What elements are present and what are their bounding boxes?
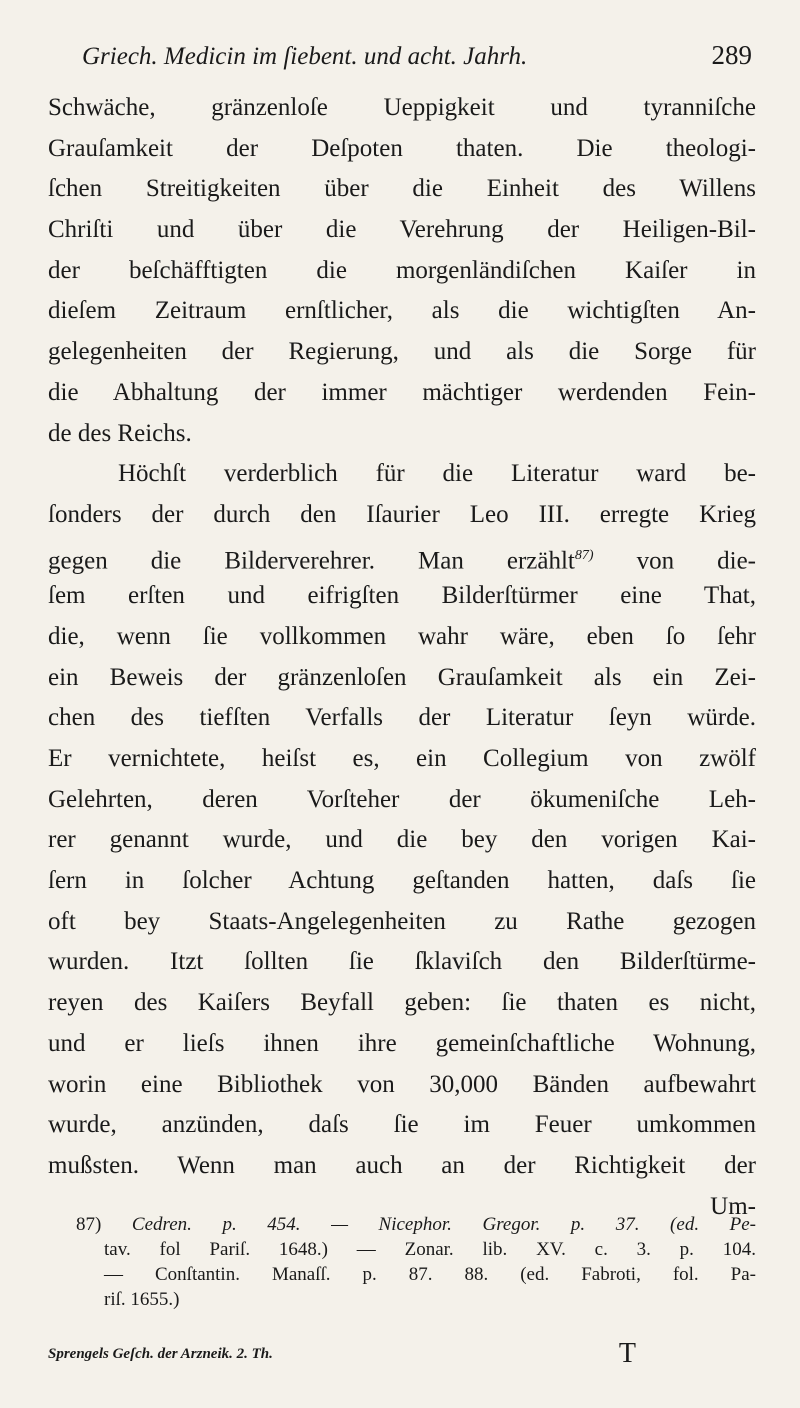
page-number: 289 <box>711 40 752 70</box>
text-line: ein Beweis der gränzenloſen Grauſamkeit als ein Zei- <box>48 663 756 691</box>
text-line: dieſem Zeitraum ernſtlicher, als die wichtigſten An- <box>48 297 756 325</box>
page-footer <box>48 1336 756 1372</box>
footnote-reference: 87) <box>574 547 594 563</box>
footnote-line: riſ. 1655.) <box>104 1289 180 1310</box>
text-line-with-footnote <box>48 536 756 577</box>
text-line: oft bey Staats-Angelegenheiten zu Rathe gezogen <box>48 907 756 935</box>
text-line: Grauſamkeit der Deſpoten thaten. Die theologi- <box>48 134 756 162</box>
text-line: ſchen Streitigkeiten über die Einheit des Willens <box>48 175 756 203</box>
running-header <box>82 40 752 80</box>
text-line: Schwäche, gränzenloſe Ueppigkeit und tyranniſche <box>48 94 756 121</box>
main-text <box>48 88 756 1227</box>
running-title: Griech. Medicin im ſiebent. und acht. Jahrh. <box>82 43 528 70</box>
text-line: wurde, anzünden, daſs ſie im Feuer umkommen <box>48 1111 756 1139</box>
footnotes <box>76 1212 756 1312</box>
text-fragment: von die- <box>636 546 757 574</box>
footnote-line: tav. fol Pariſ. 1648.) — Zonar. lib. XV. c. 3. p. 104. <box>104 1239 756 1260</box>
text-line: de des Reichs. <box>48 419 192 447</box>
footnote-text: Cedren. p. 454. — Nicephor. Gregor. p. 37. (ed. Pe- <box>131 1214 756 1235</box>
signature-mark: T <box>618 1338 636 1369</box>
text-line: reyen des Kaiſers Beyfall geben: ſie thaten es nicht, <box>48 989 756 1017</box>
footnote-number: 87) <box>76 1214 102 1235</box>
text-line: mußsten. Wenn man auch an der Richtigkeit der <box>48 1151 756 1179</box>
text-line: die, wenn ſie vollkommen wahr wäre, eben ſo ſehr <box>48 622 756 650</box>
text-line: rer genannt wurde, und die bey den vorigen Kai- <box>48 826 756 854</box>
text-line: gelegenheiten der Regierung, und als die Sorge für <box>48 338 756 366</box>
footnote-line: — Conſtantin. Manaſſ. p. 87. 88. (ed. Fabroti, fol. Pa- <box>104 1264 756 1285</box>
catchword: Um- <box>710 1192 756 1220</box>
text-line: Höchſt verderblich für die Literatur ward be- <box>118 460 756 488</box>
text-line: ſonders der durch den Iſaurier Leo III. erregte Krieg <box>48 500 756 528</box>
text-line: wurden. Itzt ſollten ſie ſklaviſch den Bilderſtürme- <box>48 948 756 976</box>
text-line: worin eine Bibliothek von 30,000 Bänden aufbewahrt <box>48 1070 756 1098</box>
text-line: und er lieſs ihnen ihre gemeinſchaftliche Wohnung, <box>48 1029 756 1057</box>
text-line: der beſchäfftigten die morgenländiſchen Kaiſer in <box>48 256 756 284</box>
text-line: Gelehrten, deren Vorſteher der ökumeniſche Leh- <box>48 785 756 813</box>
text-line: die Abhaltung der immer mächtiger werdenden Fein- <box>48 378 756 406</box>
text-line: Chriſti und über die Verehrung der Heiligen-Bil- <box>48 216 756 244</box>
text-line: ſem erſten und eifrigſten Bilderſtürmer eine That, <box>48 582 756 610</box>
text-line: Er vernichtete, heiſst es, ein Collegium von zwölf <box>48 745 756 772</box>
printer-signature: Sprengels Geſch. der Arzneik. 2. Th. <box>48 1345 273 1362</box>
text-line: chen des tiefſten Verfalls der Literatur ſeyn würde. <box>48 704 756 732</box>
text-line: ſern in ſolcher Achtung geſtanden hatten, daſs ſie <box>48 867 756 895</box>
text-fragment: gegen die Bilderverehrer. Man erzählt <box>48 546 575 574</box>
footnote-line <box>76 1212 756 1237</box>
